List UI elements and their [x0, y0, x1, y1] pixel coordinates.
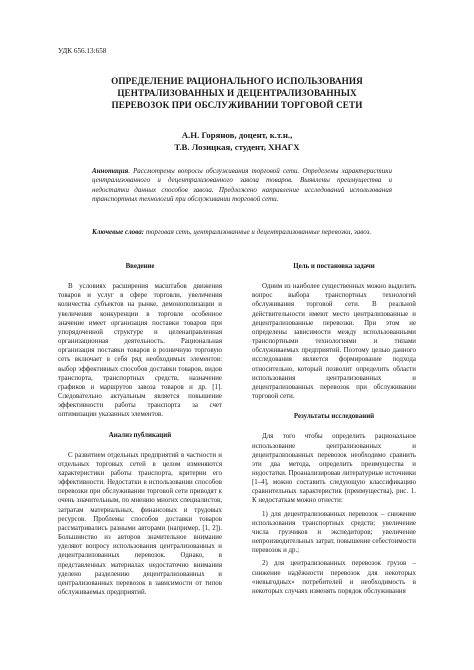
abstract: [92, 167, 392, 204]
author-line: Т.В. Лозицкая, студент, ХНАГХ: [174, 142, 300, 152]
section-heading-results: Результаты исследований: [293, 413, 375, 421]
results-paragraph: Для того чтобы определить рациональное использование централизованных и децентрализованных перевозок необходимо сравнить эти два метода, определить преимущества и недостатки. Проанализировав литературные источники [1–4], можно составить следующую классификацию сравнительных характеристик (преимущества), рис. 1. К недостаткам можно отнести:: [252, 433, 416, 505]
section-heading-goal: Цель и постановка задачи: [293, 263, 375, 270]
author-line: А.Н. Горянов, доцент, к.т.н.,: [181, 130, 293, 140]
left-column: [58, 262, 222, 597]
keywords-label: Ключевые слова:: [92, 228, 145, 236]
disadvantage-item-2: 2) для централизованных перевозок грузов – снижение надёжности перевозок для некоторых «невыгодных» потребителей и необходимость в некоторых случаях изменять порядок обслуживания: [252, 560, 416, 595]
right-column: [252, 262, 416, 596]
title-line: ПЕРЕВОЗОК ПРИ ОБСЛУЖИВАНИИ ТОРГОВОЙ СЕТИ: [111, 100, 363, 110]
udk-code: УДК 656.13:658: [58, 47, 107, 55]
goal-paragraph: Одним из наиболее существенных можно выделить вопрос выбора транспортных технологий обслуживания торговой сети. В реальной действительности имеют место централизованные и децентрализованные перевозки. При этом не определены зависимости между использованными транспортными технологиями и типами обслуживаемых предприятий. Поэтому целью данного исследования является формирование подхода относительно, который позволит определить области использования централизованных и децентрализованных перевозок при обслуживании торговой сети.: [252, 283, 416, 401]
section-heading-analysis: Анализ публикаций: [108, 431, 172, 439]
authors-block: [58, 129, 416, 153]
abstract-label: Аннотация: [92, 167, 129, 175]
keywords: [92, 228, 392, 237]
analysis-paragraph: С развитием отдельных предприятий в частности и отдельных торговых сетей в целом изменяются характеристики работы транспорта, критерии его эффективности. Недостатки в использовании способов перевозки при обслуживании торговой сети приводят к очень значительным, по мнению многих специалистов, затратам материальных, финансовых и трудовых ресурсов. Проблемы способов доставки товаров рассматривались разными авторами (например, [1, 2]). Большинство из авторов значительное внимание уделяют вопросу использования централизованных и децентрализованных перевозок. Однако, в представленных материалах недостаточно внимания уделено разделению децентрализованных и централизованных перевозок в зависимости от типов обслуживаемых предприятий.: [58, 451, 222, 596]
title-line: ЦЕНТРАЛИЗОВАННЫХ И ДЕЦЕНТРАЛИЗОВАННЫХ: [117, 88, 357, 98]
keywords-text: торговая сеть, централизованные и децентрализованные перевозки, завоз.: [144, 228, 372, 236]
disadvantage-item-1: 1) для децентрализованных перевозок – снижение использования транспортных средств; увеличение числа грузчиков и экспедиторов; увеличение непроизводительных затрат, повышение себестоимости перевозок и др.;: [252, 510, 416, 555]
article-title: [58, 75, 416, 111]
introduction-paragraph: В условиях расширения масштабов движения товаров и услуг в сфере торговли, увеличения количества субъектов на рынке, демонополизации и увеличения конкуренции в торговле особенное значение имеет организация поставки товаров при упорядоченной структуре и целенаправленная организационная деятельность. Рациональная организация поставки товаров в розничную торговую сеть включает в себя ряд необходимых элементов: выбор эффективных способов доставки товаров, видов транспорта, транспортных средств, назначение графиков и маршрутов завоза товаров и др. [1]. Следовательно актуальным является повышение эффективности работы транспорта за счет оптимизации указанных элементов.: [58, 283, 222, 419]
section-heading-introduction: Введение: [125, 263, 155, 270]
abstract-text: . Рассмотрены вопросы обслуживания торговой сети. Определены характеристики централизованного и децентрализованного завоза товаров. Выявлены преимущества и недостатки данных способов завоза. Предложено направление исследований использования транспортных технологий при обслуживании торговой сети.: [92, 167, 392, 203]
title-line: ОПРЕДЕЛЕНИЕ РАЦИОНАЛЬНОГО ИСПОЛЬЗОВАНИЯ: [111, 76, 363, 86]
